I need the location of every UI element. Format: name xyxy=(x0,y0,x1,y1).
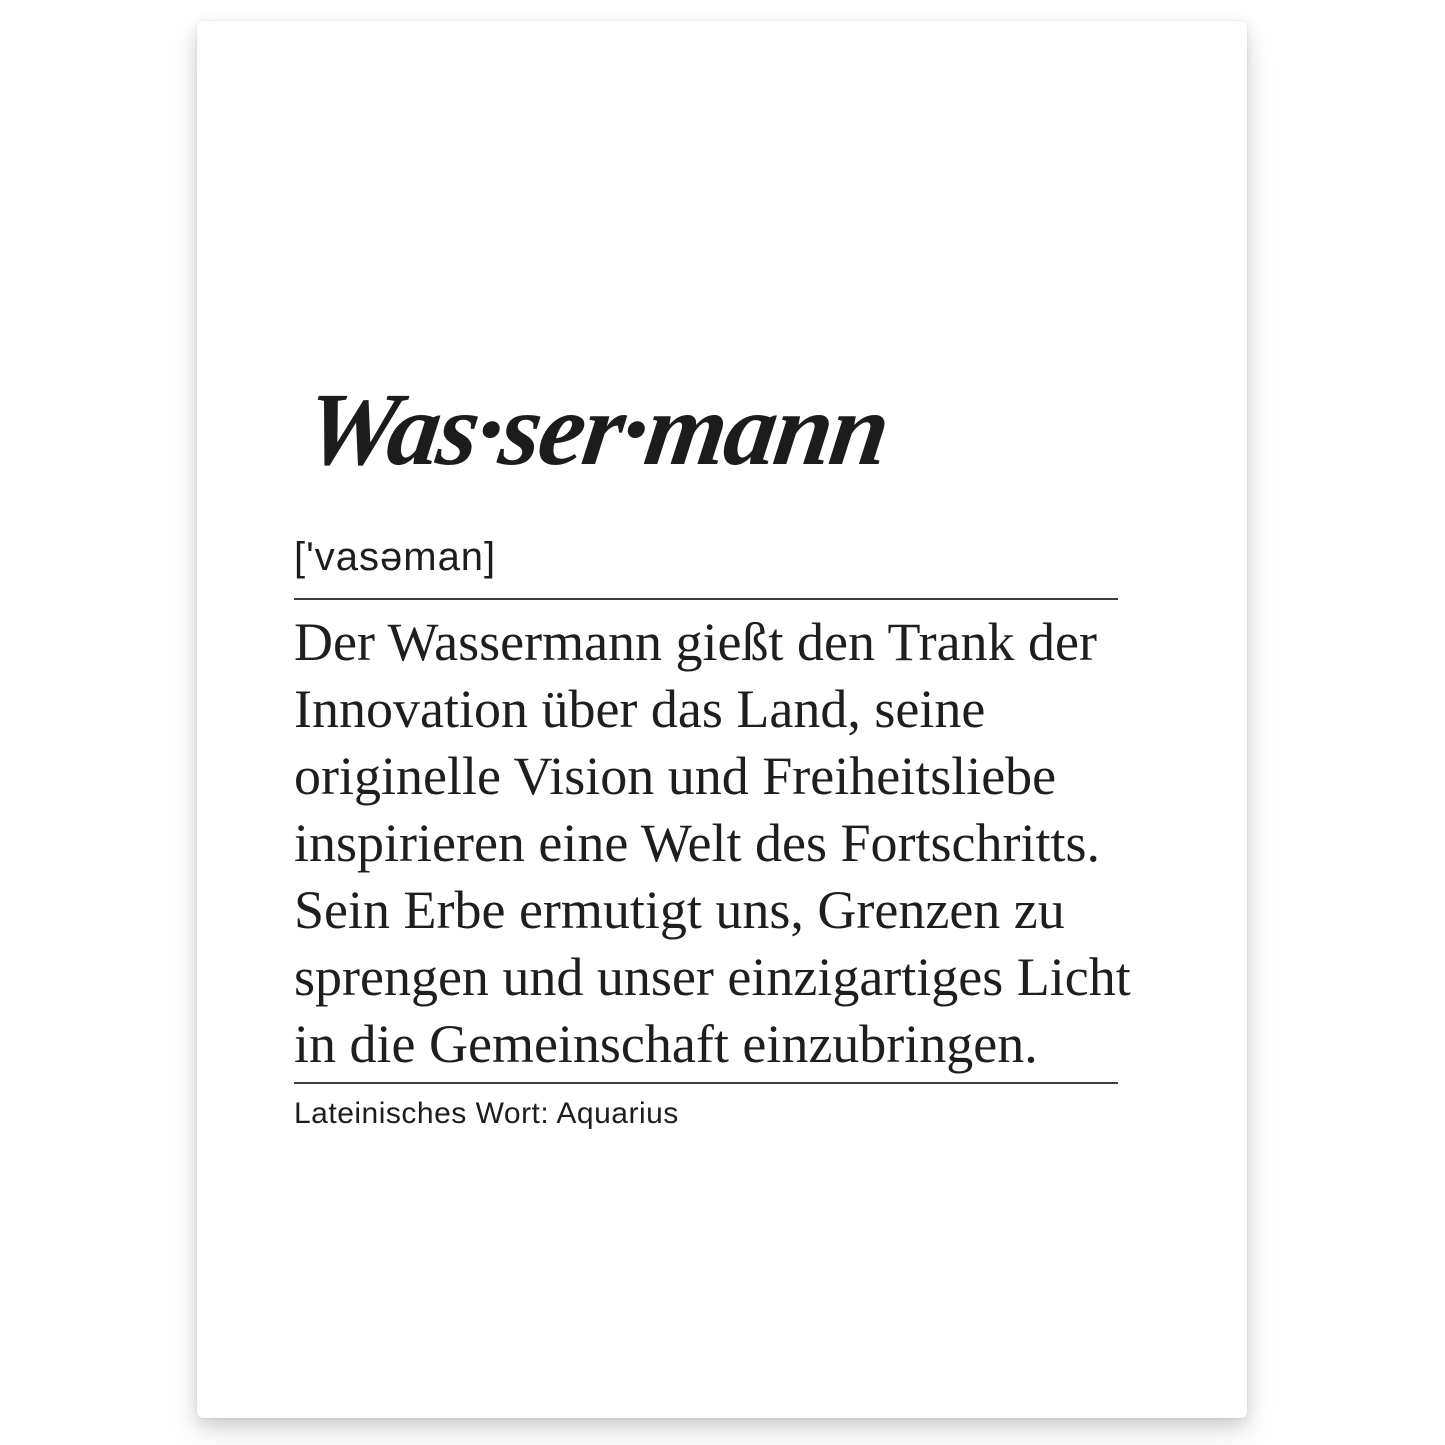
definition-line: originelle Vision und Freiheitsliebe xyxy=(294,746,1057,806)
latin-word-note: Lateinisches Wort: Aquarius xyxy=(294,1097,679,1130)
definition-line: inspirieren eine Welt des Fortschritts. xyxy=(294,813,1100,873)
phonetic-spelling: ['vasəman] xyxy=(294,535,497,579)
definition-line: Der Wassermann gießt den Trank der xyxy=(294,612,1097,672)
definition-text xyxy=(294,609,1131,1078)
definition-line: Innovation über das Land, seine xyxy=(294,679,986,739)
definition-line: Sein Erbe ermutigt uns, Grenzen zu xyxy=(294,880,1065,940)
top-divider xyxy=(294,598,1118,600)
definition-line: in die Gemeinschaft einzubringen. xyxy=(294,1014,1038,1074)
bottom-divider xyxy=(294,1082,1118,1084)
poster-title: Was·ser·mann xyxy=(298,372,896,487)
definition-line: sprengen und unser einzigartiges Licht xyxy=(294,947,1131,1007)
definition-poster xyxy=(197,21,1247,1418)
